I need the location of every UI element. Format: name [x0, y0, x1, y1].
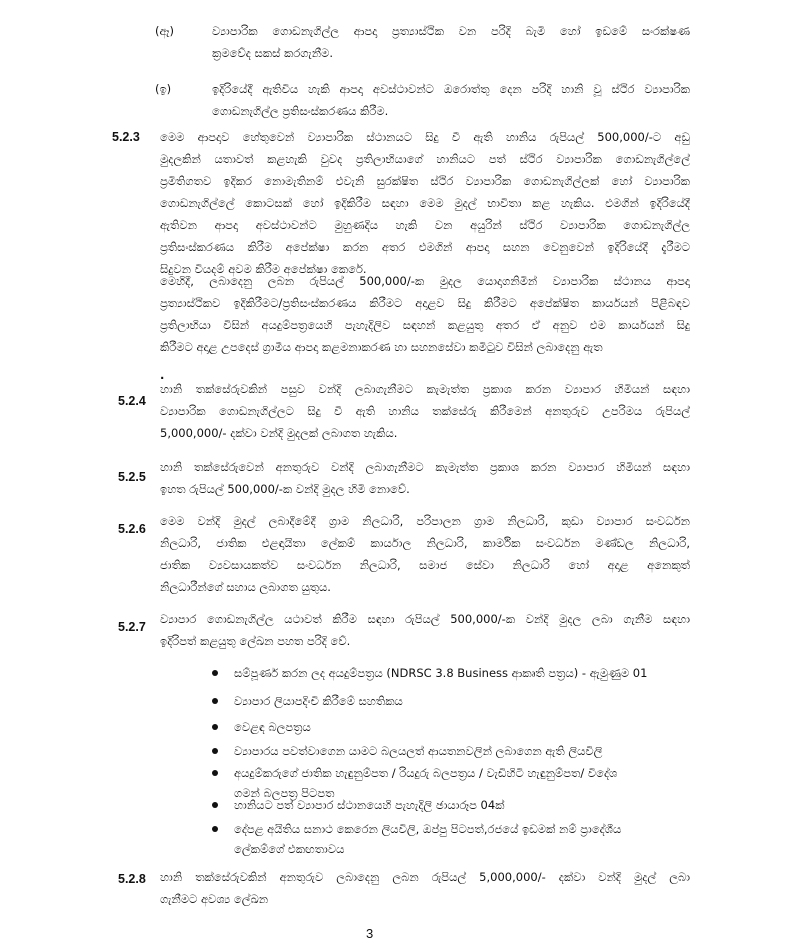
bullet-icon: [212, 802, 218, 808]
section-number-5-2-3: 5.2.3: [112, 130, 140, 144]
text-line: ගොඩනැගිල්ල ප්‍රතිසංස්කරණය කිරීම.: [212, 104, 389, 118]
bullet-icon: [212, 826, 218, 832]
text-line: ප්‍රත්‍යාස්ථිකව ඉදිකිරීමට/ප්‍රතිසංස්කරණය කිරීමට අදාළව සිදු කිරීමට අපේක්ෂිත කාර්යයන් පිළිබඳව: [160, 296, 690, 310]
section-5-2-3-para-2: [160, 270, 690, 358]
text-line: මෙම වන්දි මුදල් ලබාදීමේදී ග්‍රාම නිලධාරි, පරිපාලන ග්‍රාම නිලධාරි, කුඩා ව්‍යාපාර සංවර්ධන: [160, 514, 690, 528]
text-line: ඉදිරිපත් කළයුතු ලේඛන පහත පරිදි වේ.: [160, 634, 351, 648]
text-line: නිලධාරීන්ගේ සහාය ලබාගත යුතුය.: [160, 580, 331, 594]
text-line: කිරීමට අදාළ උපදෙස් ග්‍රාමීය ආපදා කළමනාකරණ හා සහනසේවා කමිටුව විසින් ලබාදෙනු ඇත: [160, 340, 603, 354]
text-line: ව්‍යාපාරික ගොඩනැගිල්ල ආපදා ප්‍රත්‍යාස්ථික වන පරිදි බැමි හෝ ඉඩමේ සංරක්ෂණ: [212, 24, 690, 38]
text-line: මුදලකින් යතාවත් කළහැකි වුවද ප්‍රතිලාභියාගේ හානියට පත් ස්ථිර ව්‍යාපාරික ගොඩනැගිල්ලේ: [160, 152, 690, 166]
section-number-5-2-4: 5.2.4: [118, 394, 146, 408]
bullet-icon: [212, 770, 218, 776]
list-item: [212, 662, 692, 684]
list-item-text: දේපළ අයිතිය සනාථ කෙරෙන ලියවිලි, ඔප්පු පිටපත්,රජයේ ඉඩමක් නම් ප්‍රාදේශීය: [234, 822, 622, 836]
text-line: නිලධාරි, ජාතික එළඳායිතා ලේකම් කාර්යාල නිලධාරි, කාර්මික සංවර්ධන මණ්ඩල නිලධාරි,: [160, 536, 690, 550]
list-item-text: ව්‍යාපාරය පවත්වාගෙන යාමට බලයලත් ආයතනවලින් ලබාගෙන ඇති ලියවිලි: [234, 744, 603, 758]
section-number-5-2-8: 5.2.8: [118, 872, 146, 886]
item-text-a: [212, 20, 690, 64]
bullet-icon: [212, 748, 218, 754]
text-line: හානි තක්සේරුවකින් අනතුරුව ලබාදෙනු ලබන රුපියල් 5,000,000/- දක්වා වන්දි මුදල් ලබා: [160, 870, 690, 884]
text-line: 5,000,000/- දක්වා වන්දි මුදලක් ලබාගත හැකිය.: [160, 426, 398, 440]
bullet-icon: [212, 670, 218, 676]
list-item-text: ගමන් බලපත්‍ර පිටපත: [234, 786, 335, 800]
section-number-5-2-7: 5.2.7: [118, 620, 146, 634]
list-item-text: හානියට පත් ව්‍යාපාර ස්ථානයෙහි පැහැදිලි ඡායාරූප 04ක්: [234, 798, 505, 812]
text-line: ප්‍රමිතිගතව ඉදිකර නොමැතිනම් එවැනි සුරක්ෂිත ස්ථිර ව්‍යාපාරික ගොඩනැගිල්ලක් හෝ ව්‍යාපාරික: [160, 174, 690, 188]
text-line: ගැනීමට අවශ්‍ය ලේඛන: [160, 892, 269, 906]
list-item: [212, 716, 692, 738]
section-5-2-6-text: [160, 510, 690, 598]
text-line: ව්‍යාපාරික ගොඩනැගිල්ලට සිදු වී ඇති හානිය තක්සේරු කිරීමෙන් අනතුරුව උපරිමය රුපියල්: [160, 404, 690, 418]
section-5-2-5-text: [160, 456, 690, 500]
text-line: ප්‍රතිලාභියා විසින් අයදුම්පත්‍රයෙහි පැහැදිලිව සඳහන් කළයුතු අතර ඒ අනුව එම කාර්යයන් සිදු: [160, 318, 690, 332]
item-text-i: [212, 78, 690, 122]
list-item: [212, 690, 692, 712]
text-line: ප්‍රතිසංස්කරණය කිරීම අපේක්ෂා කරන අතර එමගින් ආපදා සහන වෙනුවෙන් ඉදිරියේදී දැරීමට: [160, 240, 690, 254]
list-item-text: සම්පූර්ණ කරන ලද අයදුම්පත්‍රය (NDRSC 3.8 Business ආකෘති පත්‍රය) - ඇමුණුම 01: [234, 666, 648, 680]
list-item: [212, 818, 692, 862]
list-item-text: ලේකම්ගේ එකඟතාවය: [234, 842, 345, 856]
text-line: මෙම ආපදාව හේතුවෙන් ව්‍යාපාරික ස්ථානයට සිදු වී ඇති හානිය රුපියල් 500,000/-ට අඩු: [160, 130, 690, 144]
section-5-2-7-text: [160, 608, 690, 652]
bullet-icon: [212, 698, 218, 704]
text-line: ක්‍රමවේද සකස් කරගැනීම.: [212, 46, 333, 60]
text-line: ජාතික ව්‍යවසායකත්ව සංවර්ධන නිලධාරි, සමාජ සේවා නිලධාරි හෝ අදාළ අනෙකුත්: [160, 558, 690, 572]
list-item-text: අයදුම්කරුගේ ජාතික හැඳුනුම්පත / රියදුරු බලපත්‍රය / වැඩිහිටි හැඳුනුම්පත/ විදේශ: [234, 766, 618, 780]
list-item: [212, 740, 692, 762]
text-line: ඉහත රුපියල් 500,000/-ක වන්දි මුදල හිමි නොවේ.: [160, 482, 410, 496]
list-item-text: ව්‍යාපාර ලියාපදිංචි කිරීමේ සහතිකය: [234, 694, 403, 708]
text-line: හානි තක්සේරුවෙන් අනතුරුව වන්දි ලබාගැනීමට කැමැත්ත ප්‍රකාශ කරන ව්‍යාපාර හිමියන් සඳහා: [160, 460, 690, 474]
page-number: 3: [366, 926, 374, 941]
list-item-text: වෙළඳ බලපත්‍රය: [234, 720, 311, 734]
section-number-5-2-5: 5.2.5: [118, 470, 146, 484]
section-number-5-2-6: 5.2.6: [118, 522, 146, 536]
text-line: ව්‍යාපාර ගොඩනැගිල්ල යථාවත් කිරීම සඳහා රුපියල් 500,000/-ක වන්දි මුදල ලබා ගැනීම සඳහා: [160, 612, 690, 626]
stray-period-mark: .: [160, 368, 165, 382]
item-label-a: (ඈ): [155, 24, 174, 38]
bullet-icon: [212, 724, 218, 730]
text-line: ඇතිවන ආපදා අවස්ථාවන්ට මුහුණදිය හැකි වන අයුරින් ස්ථිර ව්‍යාපාරික ගොඩනැගිල්ල: [160, 218, 690, 232]
text-line: ගොඩනැගිල්ලේ කොටසක් හෝ ඉදිකිරීම සඳහා මෙම මුදල් භාවිතා කළ හැකිය. එමගින් ඉදිරියේදී: [160, 196, 690, 210]
text-line: ඉදිරියේදී ඇතිවිය හැකි ආපදා අවස්ථාවන්ට ඔරොත්තු දෙන පරිදි හානි වූ ස්ථිර ව්‍යාපාරික: [212, 82, 690, 96]
text-line: හානි තක්සේරුවකින් පසුව වන්දි ලබාගැනීමට කැමැත්ත ප්‍රකාශ කරන ව්‍යාපාර හිමියන් සඳහා: [160, 382, 690, 396]
list-item: [212, 794, 692, 816]
section-5-2-8-text: [160, 866, 690, 910]
item-label-i: (ඉ): [155, 82, 172, 96]
text-line: සිදුවන වියදම් අවම කිරීම අපේක්ෂා කෙරේ.: [160, 262, 367, 276]
section-5-2-4-text: [160, 378, 690, 444]
section-5-2-3-para-1: [160, 126, 690, 280]
text-line: මෙහිදී, ලබාදෙනු ලබන රුපියල් 500,000/-ක මුදල යොදාගනිමින් ව්‍යාපාරික ස්ථානය ආපදා: [160, 274, 690, 288]
